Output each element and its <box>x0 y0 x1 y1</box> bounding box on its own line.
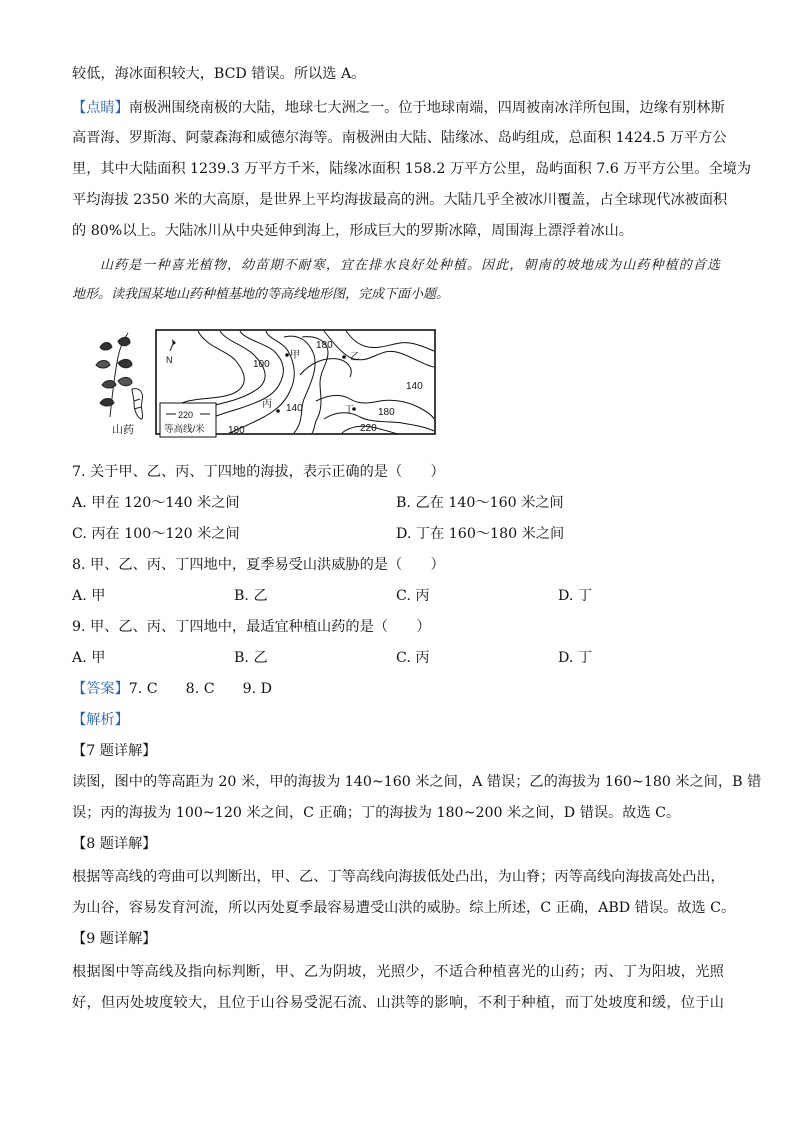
question-stem-8: 8. 甲、乙、丙、丁四地中，夏季易受山洪威胁的是（ ） <box>72 557 445 573</box>
option-8b: B. 乙 <box>234 588 268 604</box>
option-8c: C. 丙 <box>396 588 430 604</box>
contour-map-svg <box>88 327 438 439</box>
option-9a: A. 甲 <box>72 650 106 666</box>
point-marker <box>285 353 289 357</box>
detail-7-tag: 【7 题详解】 <box>72 743 157 759</box>
passage-line: 地形。读我国某地山药种植基地的等高线地形图，完成下面小题。 <box>72 287 450 302</box>
question-stem-9: 9. 甲、乙、丙、丁四地中，最适宜种植山药的是（ ） <box>72 619 431 635</box>
option-9b: B. 乙 <box>234 650 268 666</box>
detail-7-text: 读图，图中的等高距为 20 米，甲的海拔为 140~160 米之间，A 错误；乙的海拔为 160~180 米之间，B 错 <box>72 774 762 790</box>
map-legend <box>160 403 216 437</box>
detail-8-text: 根据等高线的弯曲可以判断出，甲、乙、丁等高线向海拔低处凸出，为山脊；丙等高线向海拔高处凸出， <box>72 869 725 885</box>
option-7a: A. 甲在 120～140 米之间 <box>72 495 240 511</box>
point-marker <box>276 409 280 413</box>
point-label-yi: 乙 <box>350 352 360 363</box>
option-8d: D. 丁 <box>558 588 593 604</box>
text-line: 高晋海、罗斯海、阿蒙森海和威德尔海等。南极洲由大陆、陆缘冰、岛屿组成，总面积 1424.5 万平方公 <box>72 130 727 146</box>
analysis-tag: 【解析】 <box>72 712 129 728</box>
passage-line: 山药是一种喜光植物，幼苗期不耐寒，宜在排水良好处种植。因此，朝南的坡地成为山药种植的首选 <box>100 258 720 273</box>
text-line: 平均海拔 2350 米的大高原，是世界上平均海拔最高的洲。大陆几乎全被冰川覆盖，占全球现代冰被面积 <box>72 192 728 208</box>
contour-value: 100 <box>253 359 270 370</box>
plant-label: 山药 <box>112 424 134 436</box>
option-7c: C. 丙在 100～120 米之间 <box>72 526 240 542</box>
contour-map-figure <box>88 327 438 439</box>
answer-tag: 【答案】 <box>72 681 129 697</box>
answer-8: 8. C <box>185 681 215 697</box>
option-9d: D. 丁 <box>558 650 593 666</box>
detail-9-text: 好，但丙处坡度较大，且位于山谷易受泥石流、山洪等的影响，不利于种植，而丁处坡度和缓，位于山 <box>72 995 724 1011</box>
option-7b: B. 乙在 140～160 米之间 <box>396 495 564 511</box>
point-marker <box>342 355 346 359</box>
legend-label: 等高线/米 <box>164 424 205 435</box>
option-7d: D. 丁在 160～180 米之间 <box>396 526 565 542</box>
contour-value: 140 <box>286 403 303 414</box>
point-label-bing: 丙 <box>262 399 272 410</box>
legend-value: 220 <box>178 410 194 420</box>
text-line: 较低，海冰面积较大，BCD 错误。所以选 A。 <box>72 66 366 82</box>
text-line: 里，其中大陆面积 1239.3 万平方千米，陆缘冰面积 158.2 万平方公里，岛屿面积 7.6 万平方公里。全境为 <box>72 161 752 177</box>
answer-line <box>72 679 724 699</box>
answer-7: 7. C <box>128 681 158 697</box>
point-label-ding: 丁 <box>344 405 354 416</box>
detail-8-text: 为山谷，容易发育河流，所以丙处夏季最容易遭受山洪的威胁。综上所述，C 正确，ABD 错误。故选 C。 <box>72 900 736 916</box>
contour-value: 140 <box>406 381 423 392</box>
contour-value: 180 <box>316 340 333 351</box>
detail-7-text: 误；丙的海拔为 100~120 米之间，C 正确；丁的海拔为 180~200 米之间，D 错误。故选 C。 <box>72 805 681 821</box>
text-line: 的 80%以上。大陆冰川从中央延伸到海上，形成巨大的罗斯冰障，周围海上漂浮着冰山。 <box>72 223 633 239</box>
detail-9-text: 根据图中等高线及指向标判断，甲、乙为阴坡，光照少，不适合种植喜光的山药；丙、丁为阳坡，光照 <box>72 964 724 980</box>
question-stem-7: 7. 关于甲、乙、丙、丁四地的海拔，表示正确的是（ ） <box>72 464 445 480</box>
note-tag: 【点睛】 <box>72 100 129 116</box>
contour-value: 180 <box>378 407 395 418</box>
answer-9: 9. D <box>242 681 272 697</box>
contour-value: 220 <box>360 423 377 434</box>
detail-8-tag: 【8 题详解】 <box>72 836 157 852</box>
text-line <box>72 98 724 118</box>
detail-9-tag: 【9 题详解】 <box>72 931 157 947</box>
contour-value: 180 <box>228 425 245 436</box>
option-9c: C. 丙 <box>396 650 430 666</box>
point-label-jia: 甲 <box>290 350 300 361</box>
yam-plant-illustration <box>96 333 143 419</box>
note-text: 南极洲围绕南极的大陆，地球七大洲之一。位于地球南端，四周被南冰洋所包围，边缘有别林斯 <box>128 100 725 116</box>
option-8a: A. 甲 <box>72 588 106 604</box>
north-label: N <box>166 355 173 365</box>
